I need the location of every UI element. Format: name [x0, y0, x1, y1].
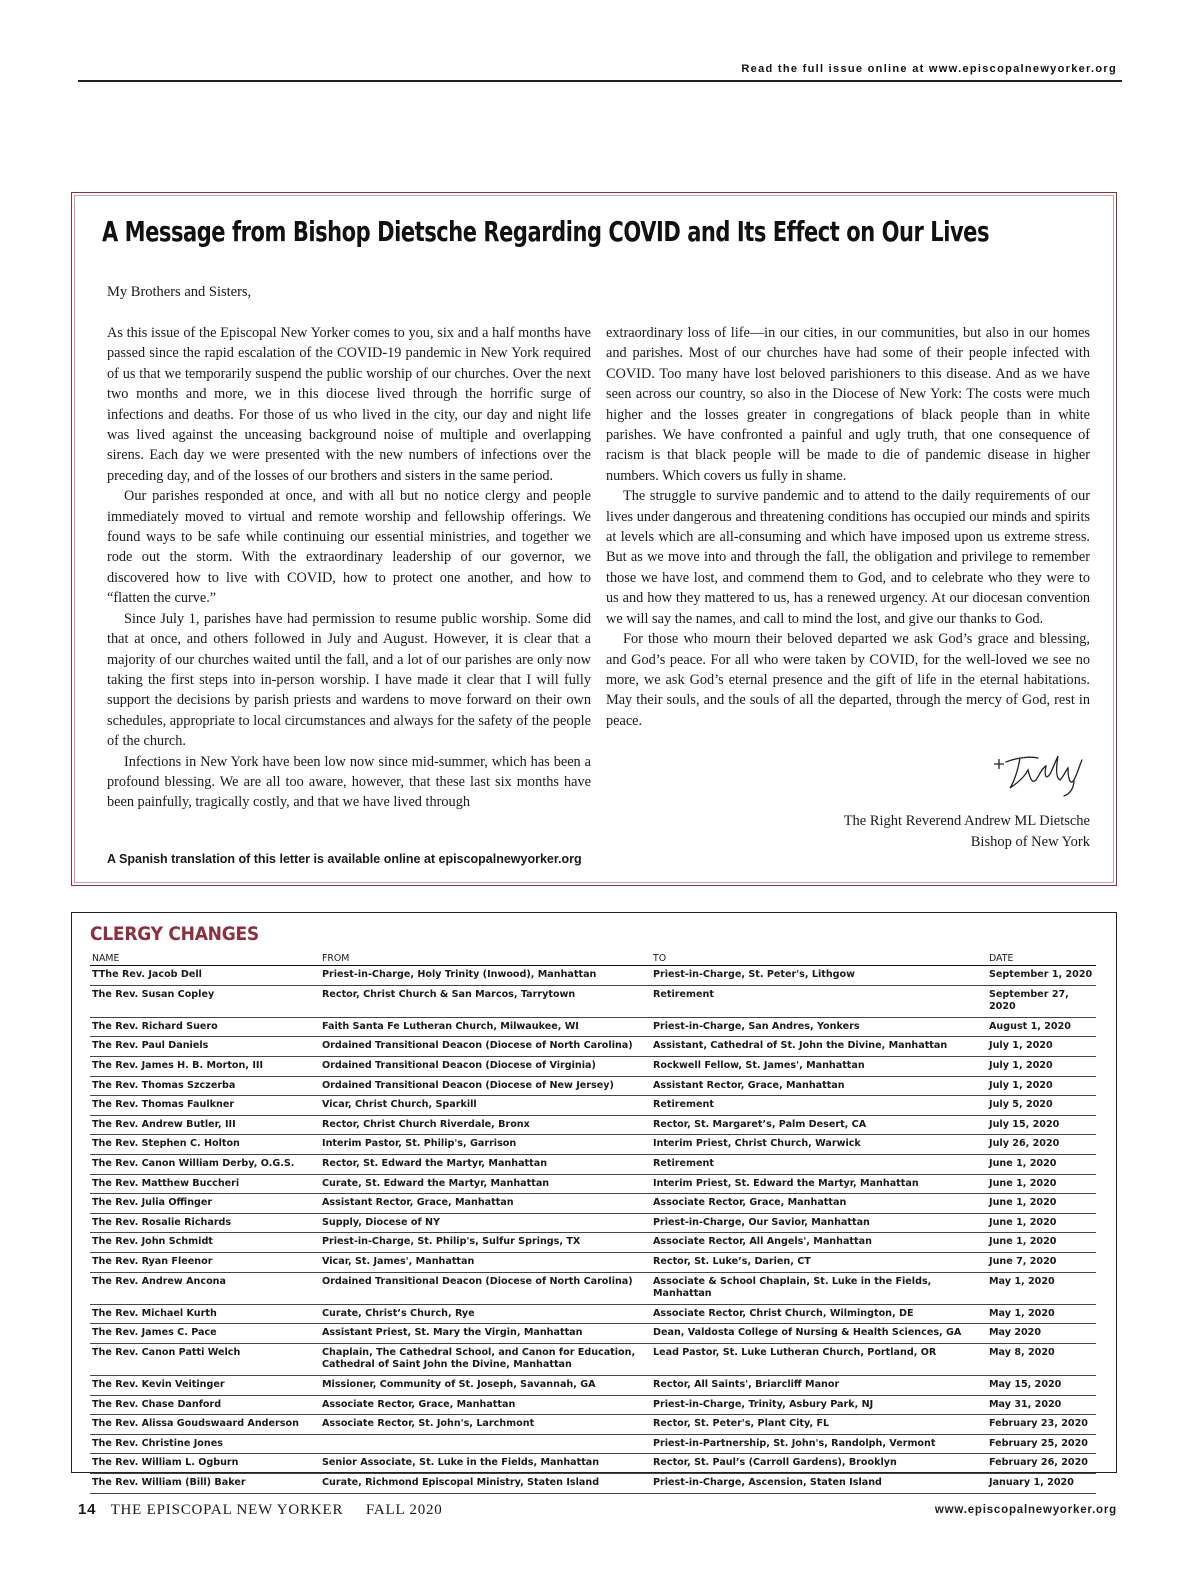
issue-label: FALL 2020 [365, 1502, 443, 1518]
cell-date: July 1, 2020 [987, 1037, 1096, 1057]
cell-from: Ordained Transitional Deacon (Diocese of New Jersey) [320, 1076, 651, 1096]
cell-name: The Rev. Canon Patti Welch [90, 1343, 320, 1375]
table-row [90, 1233, 1096, 1253]
table-row [90, 985, 1096, 1017]
footer-publication [78, 1501, 443, 1519]
table-row [90, 1056, 1096, 1076]
translation-note: A Spanish translation of this letter is available online at episcopalnewyorker.org [107, 852, 582, 866]
letter-paragraph: For those who mourn their beloved departed we ask God’s grace and blessing, and God’s peace. For all who were taken by COVID, for the well-loved we see no more, we ask God’s eternal presence and the gift of life in the eternal habitations. May their souls, and the souls of all the departed, through the mercy of God, rest in peace. [606, 631, 1090, 729]
cell-date: June 1, 2020 [987, 1174, 1096, 1194]
cell-from: Supply, Diocese of NY [320, 1213, 651, 1233]
cell-from: Missioner, Community of St. Joseph, Savannah, GA [320, 1376, 651, 1396]
cell-name: The Rev. Christine Jones [90, 1434, 320, 1454]
footer-website: www.episcopalnewyorker.org [934, 1504, 1117, 1516]
cell-to: Rector, All Saints', Briarcliff Manor [651, 1376, 987, 1396]
cell-date: February 26, 2020 [987, 1454, 1096, 1474]
cell-from: Priest-in-Charge, Holy Trinity (Inwood), Manhattan [320, 966, 651, 986]
letter-column-right [606, 323, 1090, 731]
cell-name: The Rev. Kevin Veitinger [90, 1376, 320, 1396]
table-row [90, 1194, 1096, 1214]
cell-date: May 31, 2020 [987, 1395, 1096, 1415]
cell-date: August 1, 2020 [987, 1017, 1096, 1037]
column-header-from: FROM [320, 953, 651, 966]
clergy-changes-box [71, 912, 1117, 1489]
cell-from: Chaplain, The Cathedral School, and Canon for Education, Cathedral of Saint John the Divine, Manhattan [320, 1343, 651, 1375]
cell-to: Interim Priest, St. Edward the Martyr, Manhattan [651, 1174, 987, 1194]
signature-mark [990, 750, 1090, 800]
signature-name: The Right Reverend Andrew ML Dietsche [843, 813, 1090, 829]
cell-from: Ordained Transitional Deacon (Diocese of North Carolina) [320, 1272, 651, 1304]
letter-column-left [107, 323, 591, 813]
letter-paragraph: Infections in New York have been low now since mid-summer, which has been a profound blessing. We are all too aware, however, that these last six months have been painfully, tragically costly, and that we have lived through [107, 753, 591, 811]
cell-name: The Rev. Thomas Faulkner [90, 1096, 320, 1116]
cell-to: Priest-in-Charge, Ascension, Staten Island [651, 1474, 987, 1494]
cell-date: February 23, 2020 [987, 1415, 1096, 1435]
cell-date: May 8, 2020 [987, 1343, 1096, 1375]
cell-name: The Rev. Chase Danford [90, 1395, 320, 1415]
cell-from: Curate, Christ’s Church, Rye [320, 1304, 651, 1324]
cell-from: Associate Rector, Grace, Manhattan [320, 1395, 651, 1415]
table-row [90, 1343, 1096, 1375]
cell-to: Associate & School Chaplain, St. Luke in the Fields, Manhattan [651, 1272, 987, 1304]
cell-to: Associate Rector, All Angels', Manhattan [651, 1233, 987, 1253]
table-row [90, 1076, 1096, 1096]
cell-to: Priest-in-Partnership, St. John's, Randolph, Vermont [651, 1434, 987, 1454]
cell-from: Assistant Priest, St. Mary the Virgin, Manhattan [320, 1324, 651, 1344]
cell-to: Retirement [651, 1154, 987, 1174]
cell-to: Assistant, Cathedral of St. John the Divine, Manhattan [651, 1037, 987, 1057]
cell-name: The Rev. Paul Daniels [90, 1037, 320, 1057]
cell-from: Vicar, St. James', Manhattan [320, 1252, 651, 1272]
cell-name: The Rev. Andrew Ancona [90, 1272, 320, 1304]
table-row [90, 1017, 1096, 1037]
table-row [90, 966, 1096, 986]
clergy-changes-table [90, 953, 1096, 1494]
cell-to: Lead Pastor, St. Luke Lutheran Church, Portland, OR [651, 1343, 987, 1375]
cell-from: Curate, Richmond Episcopal Ministry, Staten Island [320, 1474, 651, 1494]
cell-from: Curate, St. Edward the Martyr, Manhattan [320, 1174, 651, 1194]
table-row [90, 1096, 1096, 1116]
cell-name: The Rev. Julia Offinger [90, 1194, 320, 1214]
table-row [90, 1252, 1096, 1272]
cell-from: Ordained Transitional Deacon (Diocese of North Carolina) [320, 1037, 651, 1057]
table-header-row [90, 953, 1096, 966]
cell-from: Rector, Christ Church Riverdale, Bronx [320, 1115, 651, 1135]
cell-to: Priest-in-Charge, Trinity, Asbury Park, NJ [651, 1395, 987, 1415]
column-header-name: NAME [90, 953, 320, 966]
cell-from: Ordained Transitional Deacon (Diocese of Virginia) [320, 1056, 651, 1076]
cell-to: Rector, St. Peter's, Plant City, FL [651, 1415, 987, 1435]
cell-name: The Rev. Canon William Derby, O.G.S. [90, 1154, 320, 1174]
table-row [90, 1395, 1096, 1415]
header-rule [78, 80, 1122, 82]
cell-date: January 1, 2020 [987, 1474, 1096, 1494]
cell-name: The Rev. Andrew Butler, III [90, 1115, 320, 1135]
letter-paragraph: The struggle to survive pandemic and to attend to the daily requirements of our lives under dangerous and threatening conditions has occupied our minds and spirits at levels which are all-consuming and which have imposed upon us extreme stress. But as we move into and through the fall, the obligation and privilege to remember those we have lost, and commend them to God, and to celebrate who they were to us and how they mattered to us, has a renewed urgency. At our diocesan convention we will say the names, and call to mind the lost, and give our thanks to God. [606, 488, 1090, 627]
cell-name: The Rev. Susan Copley [90, 985, 320, 1017]
cell-date: June 1, 2020 [987, 1233, 1096, 1253]
cell-from: Senior Associate, St. Luke in the Fields, Manhattan [320, 1454, 651, 1474]
cell-to: Priest-in-Charge, San Andres, Yonkers [651, 1017, 987, 1037]
cell-date: July 15, 2020 [987, 1115, 1096, 1135]
cell-to: Associate Rector, Grace, Manhattan [651, 1194, 987, 1214]
cell-to: Retirement [651, 1096, 987, 1116]
cell-from: Assistant Rector, Grace, Manhattan [320, 1194, 651, 1214]
cell-name: The Rev. Alissa Goudswaard Anderson [90, 1415, 320, 1435]
cell-date: February 25, 2020 [987, 1434, 1096, 1454]
cell-date: May 1, 2020 [987, 1272, 1096, 1304]
cell-name: TThe Rev. Jacob Dell [90, 966, 320, 986]
cell-name: The Rev. Matthew Buccheri [90, 1174, 320, 1194]
cell-date: July 1, 2020 [987, 1056, 1096, 1076]
cell-date: June 1, 2020 [987, 1213, 1096, 1233]
cell-date: July 26, 2020 [987, 1135, 1096, 1155]
cell-from [320, 1434, 651, 1454]
column-header-to: TO [651, 953, 987, 966]
cell-name: The Rev. Thomas Szczerba [90, 1076, 320, 1096]
cell-date: May 2020 [987, 1324, 1096, 1344]
table-row [90, 1135, 1096, 1155]
cell-name: The Rev. Stephen C. Holton [90, 1135, 320, 1155]
cell-to: Retirement [651, 985, 987, 1017]
cell-name: The Rev. Ryan Fleenor [90, 1252, 320, 1272]
letter-paragraph: Since July 1, parishes have had permission to resume public worship. Some did that at once, and others followed in July and August. However, it is clear that a majority of our churches waited until the fall, and a lot of our parishes are only now taking the first steps into in-person worship. I have made it clear that I will fully support the decisions by parish priests and wardens to move forward on their own schedules, appropriate to local circumstances and always for the safety of the people of the church. [107, 610, 591, 750]
letter-title: A Message from Bishop Dietsche Regarding COVID and Its Effect on Our Lives [102, 215, 990, 248]
cell-to: Rector, St. Margaret’s, Palm Desert, CA [651, 1115, 987, 1135]
table-row [90, 1272, 1096, 1304]
signature-block [844, 811, 1090, 853]
cell-to: Associate Rector, Christ Church, Wilmington, DE [651, 1304, 987, 1324]
cell-name: The Rev. Michael Kurth [90, 1304, 320, 1324]
cell-to: Rector, St. Luke’s, Darien, CT [651, 1252, 987, 1272]
bishop-letter-box [71, 192, 1117, 886]
cell-name: The Rev. Richard Suero [90, 1017, 320, 1037]
cell-to: Rector, St. Paul’s (Carroll Gardens), Brooklyn [651, 1454, 987, 1474]
cell-date: May 15, 2020 [987, 1376, 1096, 1396]
cell-from: Vicar, Christ Church, Sparkill [320, 1096, 651, 1116]
cell-date: June 7, 2020 [987, 1252, 1096, 1272]
cell-name: The Rev. John Schmidt [90, 1233, 320, 1253]
cell-to: Priest-in-Charge, Our Savior, Manhattan [651, 1213, 987, 1233]
cell-name: The Rev. James C. Pace [90, 1324, 320, 1344]
table-row [90, 1376, 1096, 1396]
table-row [90, 1454, 1096, 1474]
cell-from: Faith Santa Fe Lutheran Church, Milwaukee, WI [320, 1017, 651, 1037]
table-row [90, 1324, 1096, 1344]
cell-from: Rector, St. Edward the Martyr, Manhattan [320, 1154, 651, 1174]
cell-date: July 1, 2020 [987, 1076, 1096, 1096]
cell-from: Associate Rector, St. John's, Larchmont [320, 1415, 651, 1435]
cell-to: Rockwell Fellow, St. James', Manhattan [651, 1056, 987, 1076]
cell-date: June 1, 2020 [987, 1154, 1096, 1174]
table-row [90, 1154, 1096, 1174]
letter-salutation: My Brothers and Sisters, [107, 284, 252, 300]
cell-to: Priest-in-Charge, St. Peter's, Lithgow [651, 966, 987, 986]
clergy-table-body [90, 966, 1096, 1494]
page-number: 14 [78, 1501, 97, 1518]
cell-to: Dean, Valdosta College of Nursing & Health Sciences, GA [651, 1324, 987, 1344]
column-header-date: DATE [987, 953, 1096, 966]
signature-title: Bishop of New York [970, 834, 1090, 850]
table-row [90, 1174, 1096, 1194]
cell-from: Rector, Christ Church & San Marcos, Tarrytown [320, 985, 651, 1017]
table-row [90, 1415, 1096, 1435]
publication-name: THE EPISCOPAL NEW YORKER [110, 1502, 344, 1518]
letter-paragraph: extraordinary loss of life—in our cities, in our communities, but also in our homes and parishes. Most of our churches have had some of their people infected with COVID. Too many have lost beloved parishioners to this disease. And as we have seen across our country, so also in the Diocese of New York: The costs were much higher and the losses greater in congregations of black people than in white parishes. We have confronted a painful and ugly truth, that one consequence of racism is that black people will be made to die of pandemic disease in higher numbers. Which covers us fully in shame. [606, 325, 1090, 484]
cell-name: The Rev. William (Bill) Baker [90, 1474, 320, 1494]
letter-paragraph: As this issue of the Episcopal New Yorker comes to you, six and a half months have passed since the rapid escalation of the COVID-19 pandemic in New York required of us that we temporarily suspend the public worship of our churches. Over the next two months and more, we in this diocese lived through the horrific surge of infections and deaths. For those of us who lived in the city, our day and night life was lived against the unceasing background noise of multiple and overlapping sirens. Each day we were presented with the new numbers of infections over the preceding day, and of the losses of our brothers and sisters in the same period. [107, 325, 591, 484]
header-url-text: Read the full issue online at www.episcopalnewyorker.org [741, 63, 1117, 75]
cell-date: September 1, 2020 [987, 966, 1096, 986]
cell-from: Interim Pastor, St. Philip's, Garrison [320, 1135, 651, 1155]
cell-to: Interim Priest, Christ Church, Warwick [651, 1135, 987, 1155]
letter-paragraph: Our parishes responded at once, and with all but no notice clergy and people immediately moved to virtual and remote worship and fellowship offerings. We found ways to be safe while continuing our essential ministries, and together we rode out the storm. With the extraordinary leadership of our governor, we discovered how to live with COVID, how to protect one another, and how to “flatten the curve.” [107, 488, 591, 607]
cell-date: June 1, 2020 [987, 1194, 1096, 1214]
table-row [90, 1115, 1096, 1135]
cell-date: May 1, 2020 [987, 1304, 1096, 1324]
table-row [90, 1304, 1096, 1324]
table-row [90, 1474, 1096, 1494]
cell-name: The Rev. Rosalie Richards [90, 1213, 320, 1233]
table-row [90, 1213, 1096, 1233]
cell-from: Priest-in-Charge, St. Philip's, Sulfur Springs, TX [320, 1233, 651, 1253]
clergy-changes-title: CLERGY CHANGES [90, 923, 259, 945]
cell-date: September 27, 2020 [987, 985, 1096, 1017]
cell-name: The Rev. James H. B. Morton, III [90, 1056, 320, 1076]
cell-name: The Rev. William L. Ogburn [90, 1454, 320, 1474]
table-row [90, 1037, 1096, 1057]
cell-to: Assistant Rector, Grace, Manhattan [651, 1076, 987, 1096]
cell-date: July 5, 2020 [987, 1096, 1096, 1116]
table-row [90, 1434, 1096, 1454]
